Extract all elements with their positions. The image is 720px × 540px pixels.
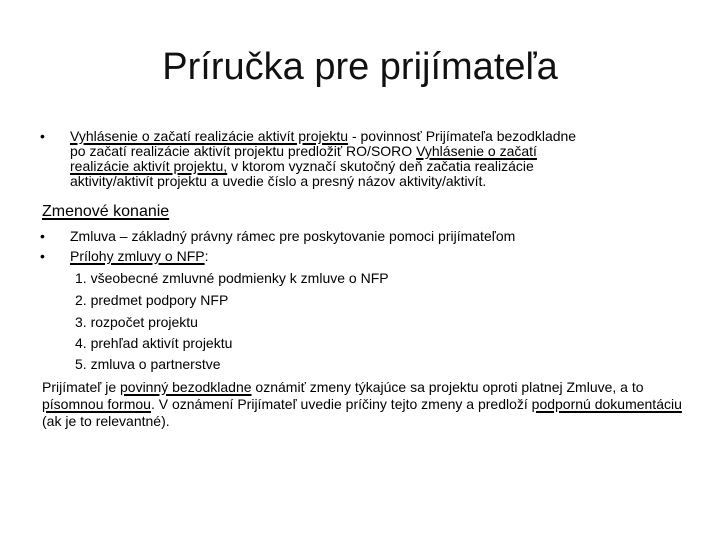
closing-underlined: podpornú dokumentáciu xyxy=(531,396,682,412)
closing-text: . V oznámení Prijímateľ uvedie príčiny tejto zmeny a predloží xyxy=(150,396,532,412)
intro-line-1-rest: - povinnosť Prijímateľa bezodkladne xyxy=(348,128,577,144)
slide-title: Príručka pre prijímateľa xyxy=(162,46,558,88)
annex-item: 4. prehľad aktivít projektu xyxy=(75,335,233,351)
intro-line-2-underlined: Vyhlásenie o začatí xyxy=(416,143,537,159)
list-item xyxy=(40,249,680,265)
intro-line-3-underlined: realizácie aktivít projektu, xyxy=(70,158,228,174)
annex-item: 5. zmluva o partnerstve xyxy=(75,356,221,372)
closing-text: oznámiť zmeny týkajúce sa projektu oproti platnej Zmluve, a to xyxy=(251,379,644,395)
bullet-text xyxy=(70,249,665,264)
intro-line-2 xyxy=(70,144,665,159)
closing-underlined: povinný bezodkladne xyxy=(120,379,252,395)
closing-underlined: písomnou formou xyxy=(42,396,151,412)
intro-text xyxy=(70,129,665,189)
bullet-dot: • xyxy=(40,228,45,244)
intro-line-3 xyxy=(70,159,665,174)
intro-line-1 xyxy=(70,129,665,144)
closing-text: (ak je to relevantné). xyxy=(42,413,170,429)
annex-item: 3. rozpočet projektu xyxy=(75,314,198,330)
intro-line-2-text: po začatí realizácie aktivít projektu predložiť RO/SORO xyxy=(70,143,417,159)
bullet-text: Zmluva – základný právny rámec pre poskytovanie pomoci prijímateľom xyxy=(70,228,516,244)
annexes-colon: : xyxy=(204,248,209,264)
closing-text: Prijímateľ je xyxy=(42,379,120,395)
bullet-dot: • xyxy=(40,248,45,264)
intro-bullet xyxy=(40,129,680,193)
intro-term-underlined: Vyhlásenie o začatí realizácie aktivít projektu xyxy=(70,128,349,144)
section-heading-text: Zmenové konanie xyxy=(42,203,170,220)
bullet-dot: • xyxy=(40,128,45,144)
intro-line-4: aktivity/aktivít projektu a uvedie číslo a presný názov aktivity/aktivít. xyxy=(70,173,487,189)
list-item xyxy=(40,229,680,245)
closing-paragraph xyxy=(42,379,682,430)
annex-item: 2. predmet podpory NFP xyxy=(75,292,229,308)
intro-line-3-rest: v ktorom vyznačí skutočný deň začatia realizácie xyxy=(227,158,534,174)
annex-item: 1. všeobecné zmluvné podmienky k zmluve o NFP xyxy=(75,270,389,286)
annexes-label: Prílohy zmluvy o NFP xyxy=(70,248,205,264)
section-heading xyxy=(42,203,169,221)
